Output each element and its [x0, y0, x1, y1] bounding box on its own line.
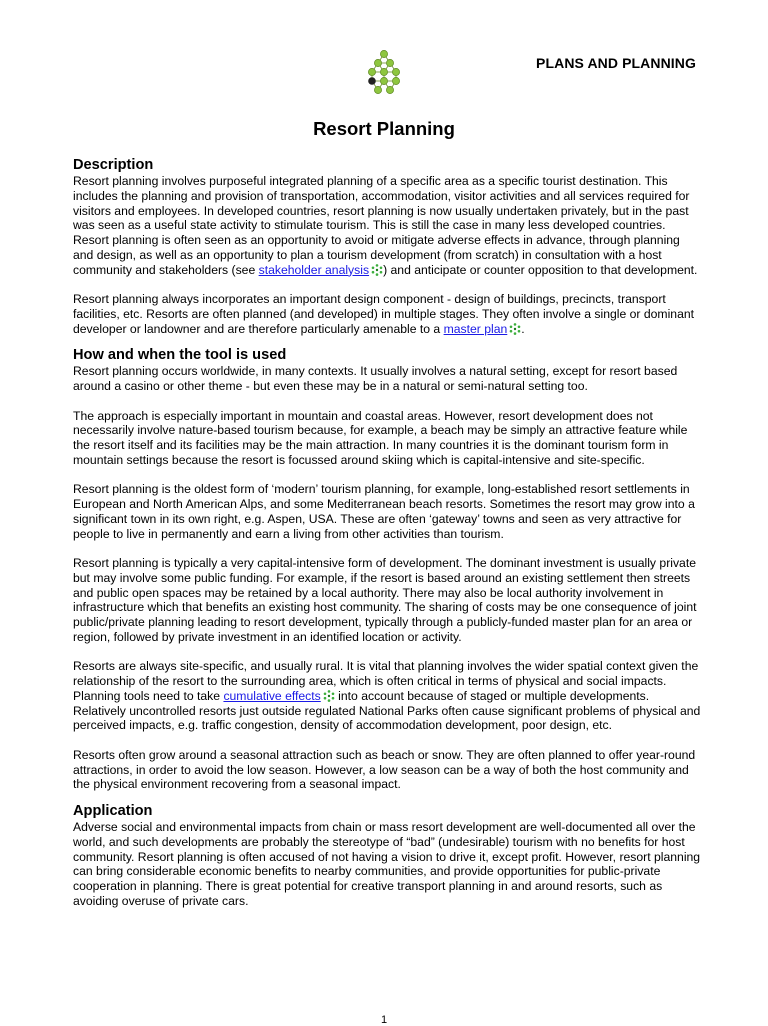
hexagon-network-logo-icon: [362, 49, 406, 95]
how-when-paragraph-5: Resorts are always site-specific, and usually rural. It is vital that planning involves the wider spatial context given the relationship of the resort to the surrounding area, which is often critical in terms of physical and social impacts. Planning tools need to take cumulative effects into account because of staged or multiple developments. Relatively uncontrolled resorts just outside regulated National Parks often cause significant problems of physical and perceived impacts, e.g. traffic congestion, density of accommodation development, poor design, etc.: [73, 659, 701, 733]
page-title: Resort Planning: [313, 118, 455, 139]
description-paragraph-2: Resort planning always incorporates an important design component - design of buildings, precincts, transport facilities, etc. Resorts are often planned (and developed) in multiple stages. They often involve a single or dominant developer or landowner and are therefore particularly amenable to a master plan .: [73, 292, 695, 336]
how-when-heading: How and when the tool is used: [73, 347, 287, 364]
master-plan-link[interactable]: master plan: [443, 321, 508, 336]
application-heading: Application: [73, 803, 153, 819]
cumulative-effects-link[interactable]: cumulative effects: [223, 688, 321, 703]
cross-reference-icon: [371, 264, 383, 276]
stakeholder-analysis-link[interactable]: stakeholder analysis: [258, 262, 370, 277]
cross-reference-icon: [323, 690, 335, 702]
description-paragraph-1: Resort planning involves purposeful integrated planning of a specific area as a specific tourist destination. This includes the planning and provision of transportation, accommodation, visitor activities and all services required for visitors and employees. In developed countries, resort planning is now usually undertaken privately, but in the past was seen as a useful state activity to stimulate tourism. This is still the case in many less developed countries. Resort planning is often seen as an opportunity to avoid or mitigate adverse effects in advance, through planning and design, as well as an opportunity to plan a tourism development (from scratch) in consultation with a host community and stakeholders (see stakeholder analysis ) and anticipate or counter opposition to that development.: [73, 174, 698, 277]
how-when-paragraph-4: Resort planning is typically a very capital-intensive form of development. The dominant investment is usually private but may involve some public funding. For example, if the resort is based around an existing settlement then streets and public open spaces may be retained by a local authority. There may also be local authority involvement in infrastructure which that benefits an existing host community. The sharing of costs may be one consequence of joint public/private planning leading to resort development, typically through a publicly-funded master plan for an area or region, followed by private investment in an identified location or activity.: [73, 556, 697, 644]
cross-reference-icon: [509, 323, 521, 335]
how-when-paragraph-6: Resorts often grow around a seasonal attraction such as beach or snow. They are often planned to offer year-round attractions, in order to avoid the low season. However, a low season can be a way of both the host community and the physical environment recovering from a seasonal impact.: [73, 747, 696, 792]
description-heading: Description: [73, 157, 154, 173]
section-label: PLANS AND PLANNING: [536, 55, 696, 71]
document-body: [73, 157, 701, 909]
how-when-paragraph-2: The approach is especially important in mountain and coastal areas. However, resort development does not necessarily involve nature-based tourism because, for example, a beach may be simply an attractive feature while the resort itself and its facilities may be the main attraction. In many countries it is the dominant tourism form in mountain settings because the resort is focussed around skiing which is capital-intensive and site-specific.: [73, 408, 688, 467]
how-when-paragraph-1: Resort planning occurs worldwide, in many contexts. It usually involves a natural setting, except for resort based around a casino or other theme - but even these may be in a natural or semi-natural setting too.: [73, 364, 678, 393]
application-paragraph-1: Adverse social and environmental impacts from chain or mass resort development are well-documented all over the world, and such developments are probably the stereotype of “bad” (undesirable) tourism with no benefits for host community. Resort planning is often accused of not having a vision to drive it, except profit. However, resort planning can bring considerable economic benefits to nearby communities, and provide opportunities for public-private cooperation in planning. There is great potential for creative transport planning in and around resorts, such as avoiding overuse of private cars.: [73, 820, 701, 908]
how-when-paragraph-3: Resort planning is the oldest form of ‘modern’ tourism planning, for example, long-established resort settlements in European and North American Alps, and some Mediterranean beach resorts. Sometimes the resort may grow into a significant town in its own right, e.g. Aspen, USA. These are often ‘gateway’ towns and seen as very attractive for people to live in permanently and earn a living from other activities than tourism.: [73, 482, 695, 541]
page-number: 1: [380, 1014, 388, 1026]
